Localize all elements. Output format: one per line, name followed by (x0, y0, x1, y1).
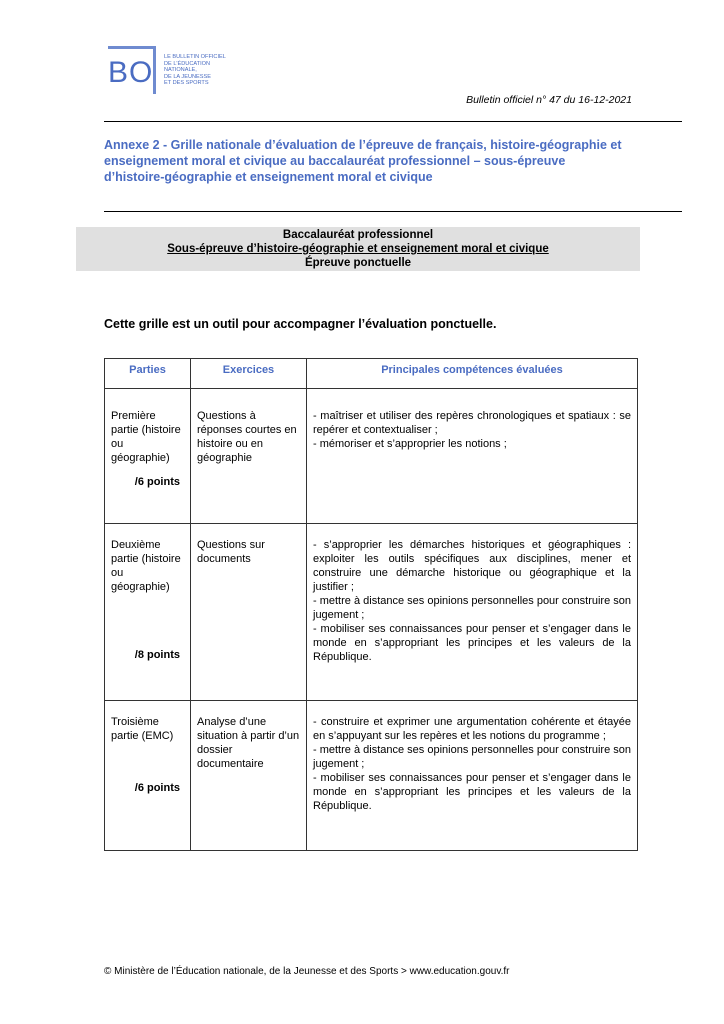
header-row (105, 359, 638, 389)
part-cell (105, 701, 191, 851)
title-rule (104, 211, 682, 212)
logo-mark: BO (108, 56, 154, 89)
annexe-title: Annexe 2 - Grille nationale d’évaluation de l’épreuve de français, histoire-géographie et enseignement moral et civique au baccalauréat professionnel – sous-épreuve d’histoire-géographie et enseignement moral et civique (104, 138, 622, 184)
logo-text (164, 54, 226, 87)
part-name: Deuxième partie (histoire ou géographie) (111, 539, 181, 593)
top-rule (104, 121, 682, 122)
part-cell (105, 524, 191, 701)
header-parties: Parties (105, 359, 191, 389)
skill-item: - mobiliser ses connaissances pour penser et s’engager dans le monde en s’appropriant les principes et les valeurs de la République. (313, 623, 631, 663)
skill-item: - s’approprier les démarches historiques et géographiques : exploiter les outils spécifiques aux disciplines, mener et construire une démarche historique ou géographique et la justifier ; (313, 539, 631, 593)
part-name: Troisième partie (EMC) (111, 716, 174, 742)
intro-text: Cette grille est un outil pour accompagner l’évaluation ponctuelle. (104, 317, 497, 331)
bo-logo (108, 46, 228, 98)
skill-item: - mettre à distance ses opinions personnelles pour construire son jugement ; (313, 595, 631, 621)
logo-line: LE BULLETIN OFFICIEL (164, 54, 226, 60)
evaluation-grid (104, 358, 638, 851)
skill-item: - mobiliser ses connaissances pour penser et s’engager dans le monde en s’appropriant les principes et les valeurs de la République. (313, 772, 631, 812)
banner-line-2: Sous-épreuve d’histoire-géographie et enseignement moral et civique (167, 243, 549, 255)
part-name: Première partie (histoire ou géographie) (111, 410, 181, 464)
logo-line: DE LA JEUNESSE (164, 73, 211, 80)
skill-item: - mémoriser et s’approprier les notions ; (313, 438, 507, 450)
table-row (105, 524, 638, 701)
header-exercices: Exercices (191, 359, 307, 389)
banner-line-1: Baccalauréat professionnel (282, 229, 434, 241)
table-row (105, 701, 638, 851)
table-row (105, 389, 638, 524)
skills-cell (307, 701, 638, 851)
part-points: /8 points (134, 649, 180, 661)
banner-line-3: Épreuve ponctuelle (304, 257, 412, 269)
exercise-cell: Analyse d’une situation à partir d’un dossier documentaire (191, 701, 307, 851)
skills-cell (307, 389, 638, 524)
exam-banner (76, 227, 640, 271)
part-cell (105, 389, 191, 524)
skills-cell (307, 524, 638, 701)
bulletin-reference: Bulletin officiel n° 47 du 16-12-2021 (466, 94, 632, 106)
part-points: /6 points (134, 782, 180, 794)
logo-line: ET DES SPORTS (164, 80, 209, 87)
header-competences: Principales compétences évaluées (307, 359, 638, 389)
footer-copyright: © Ministère de l’Éducation nationale, de la Jeunesse et des Sports > www.education.gouv.fr (104, 966, 510, 977)
skill-item: - mettre à distance ses opinions personnelles pour construire son jugement ; (313, 744, 631, 770)
exercise-cell: Questions sur documents (191, 524, 307, 701)
logo-line: NATIONALE, (164, 67, 197, 74)
skill-item: - maîtriser et utiliser des repères chronologiques et spatiaux : se repérer et contextualiser ; (313, 410, 631, 436)
logo-line: DE L'ÉDUCATION (164, 60, 211, 67)
part-points: /6 points (134, 476, 180, 488)
skill-item: - construire et exprimer une argumentation cohérente et étayée en s’appuyant sur les repères et les notions du programme ; (313, 716, 631, 742)
exercise-cell: Questions à réponses courtes en histoire ou en géographie (191, 389, 307, 524)
